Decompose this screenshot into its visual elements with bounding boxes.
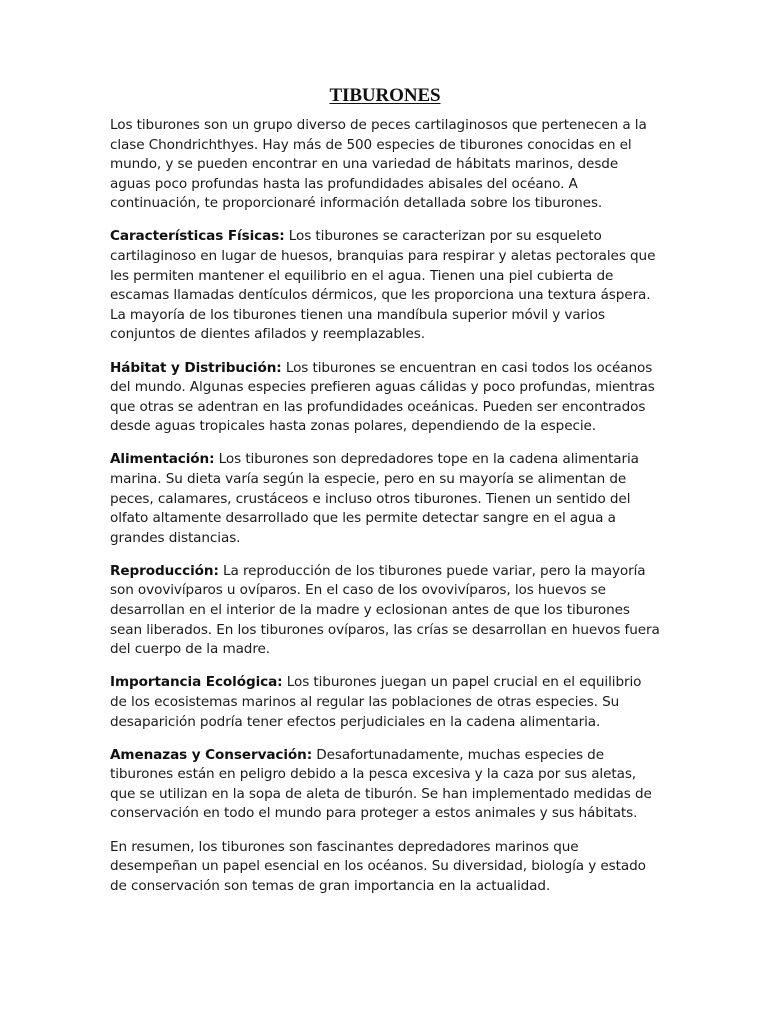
section-heading: Características Físicas: [110, 228, 285, 245]
section-heading: Alimentación: [110, 451, 215, 468]
document-title: TIBURONES [329, 85, 441, 106]
section-text: Los tiburones se caracterizan por su esqueleto cartilaginoso en lugar de huesos, branquias para respirar y aletas pectorales que les permiten mantener el equilibrio en el agua. Tienen una piel cubierta de escamas llamadas dentículos dérmicos, que les proporciona una textura áspera. La mayoría de los tiburones tienen una mandíbula superior móvil y varios conjuntos de dientes afilados y reemplazables. [110, 228, 656, 343]
section-text: La reproducción de los tiburones puede variar, pero la mayoría son ovovivíparos u ovíparos. En el caso de los ovovivíparos, los huevos se desarrollan en el interior de la madre y eclosionan antes de que los tiburones sean liberados. En los tiburones ovíparos, las crías se desarrollan en huevos fuera del cuerpo de la madre. [110, 562, 660, 658]
section-heading: Hábitat y Distribución: [110, 359, 282, 376]
section-text: Los tiburones se encuentran en casi todos los océanos del mundo. Algunas especies prefieren aguas cálidas y poco profundas, mientras que otras se adentran en las profundidades oceánicas. Pueden ser encontrados desde aguas tropicales hasta zonas polares, dependiendo de la especie. [110, 359, 655, 435]
section-reproduccion [110, 562, 660, 660]
section-text: Los tiburones son depredadores tope en la cadena alimentaria marina. Su dieta varía según la especie, pero en su mayoría se alimentan de peces, calamares, crustáceos e incluso otros tiburones. Tienen un sentido del olfato altamente desarrollado que les permite detectar sangre en el agua a grandes distancias. [110, 451, 639, 546]
section-text: Desafortunadamente, muchas especies de tiburones están en peligro debido a la pesca excesiva y la caza por sus aletas, que se utilizan en la sopa de aleta de tiburón. Se han implementado medidas de conservación en todo el mundo para proteger a estos animales y sus hábitats. [110, 746, 652, 822]
section-caracteristicas-fisicas [110, 227, 660, 345]
section-habitat-distribucion [110, 359, 660, 437]
section-amenazas-conservacion [110, 746, 660, 824]
section-heading: Importancia Ecológica: [110, 674, 283, 691]
document-page [110, 84, 660, 910]
section-importancia-ecologica [110, 673, 660, 732]
section-heading: Reproducción: [110, 562, 219, 579]
section-heading: Amenazas y Conservación: [110, 746, 313, 763]
section-alimentacion [110, 450, 660, 548]
section-text: Los tiburones juegan un papel crucial en el equilibrio de los ecosistemas marinos al regular las poblaciones de otras especies. Su desaparición podría tener efectos perjudiciales en la cadena alimentaria. [110, 674, 642, 730]
intro-paragraph: Los tiburones son un grupo diverso de peces cartilaginosos que pertenecen a la clase Chondrichthyes. Hay más de 500 especies de tiburones conocidas en el mundo, y se pueden encontrar en una variedad de hábitats marinos, desde aguas poco profundas hasta las profundidades abisales del océano. A continuación, te proporcionaré información detallada sobre los tiburones. [110, 117, 647, 212]
conclusion-paragraph: En resumen, los tiburones son fascinantes depredadores marinos que desempeñan un papel esencial en los océanos. Su diversidad, biología y estado de conservación son temas de gran importancia en la actualidad. [110, 838, 646, 894]
